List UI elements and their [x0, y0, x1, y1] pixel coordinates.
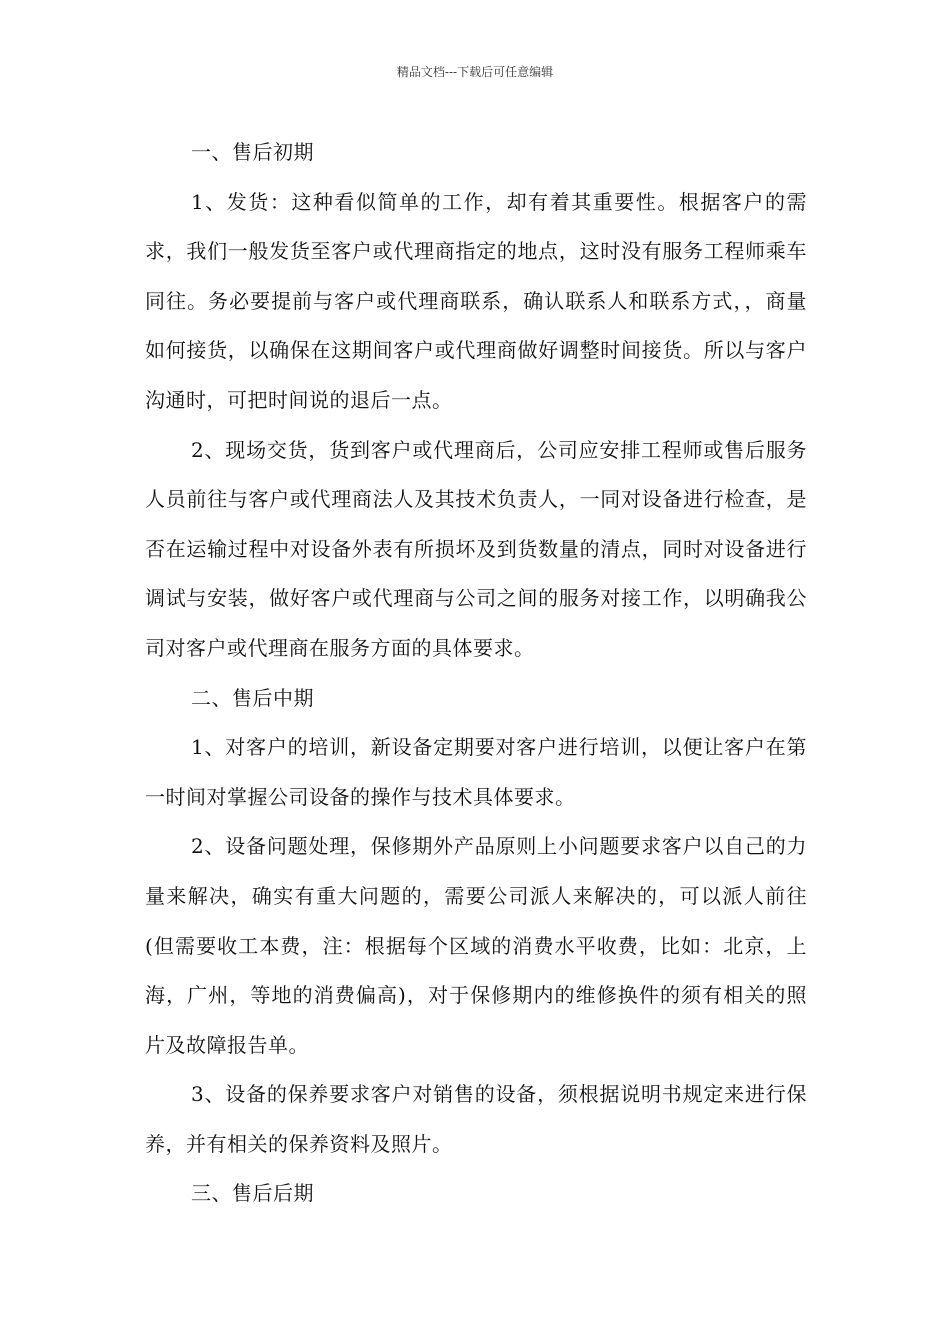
paragraph-training: 1、对客户的培训，新设备定期要对客户进行培训，以便让客户在第一时间对掌握公司设备的操作与技术具体要求。	[145, 735, 807, 809]
document-body	[145, 128, 807, 1219]
paragraph-delivery: 1、发货：这种看似简单的工作，却有着其重要性。根据客户的需求，我们一般发货至客户或代理商指定的地点，这时没有服务工程师乘车同往。务必要提前与客户或代理商联系，确认联系人和联系方式，，商量如何接货，以确保在这期间客户或代理商做好调整时间接货。所以与客户沟通时，可把时间说的退后一点。	[145, 189, 807, 412]
paragraph-onsite-handover: 2、现场交货，货到客户或代理商后，公司应安排工程师或售后服务人员前往与客户或代理商法人及其技术负责人，一同对设备进行检查，是否在运输过程中对设备外表有所损坏及到货数量的清点，同时对设备进行调试与安装，做好客户或代理商与公司之间的服务对接工作，以明确我公司对客户或代理商在服务方面的具体要求。	[145, 437, 807, 660]
section-heading-3: 三、售后后期	[191, 1181, 314, 1206]
section-heading-2: 二、售后中期	[191, 685, 314, 710]
section-heading-1: 一、售后初期	[191, 140, 314, 164]
paragraph-issue-handling: 2、设备问题处理，保修期外产品原则上小问题要求客户以自己的力量来解决，确实有重大问题的，需要公司派人来解决的，可以派人前往(但需要收工本费，注：根据每个区域的消费水平收费，比如：北京，上海，广州，等地的消费偏高)，对于保修期内的维修换件的须有相关的照片及故障报告单。	[145, 834, 807, 1057]
page-header: 精品文档---下载后可任意编辑	[396, 65, 554, 79]
paragraph-maintenance: 3、设备的保养要求客户对销售的设备，须根据说明书规定来进行保养，并有相关的保养资料及照片。	[145, 1082, 807, 1156]
